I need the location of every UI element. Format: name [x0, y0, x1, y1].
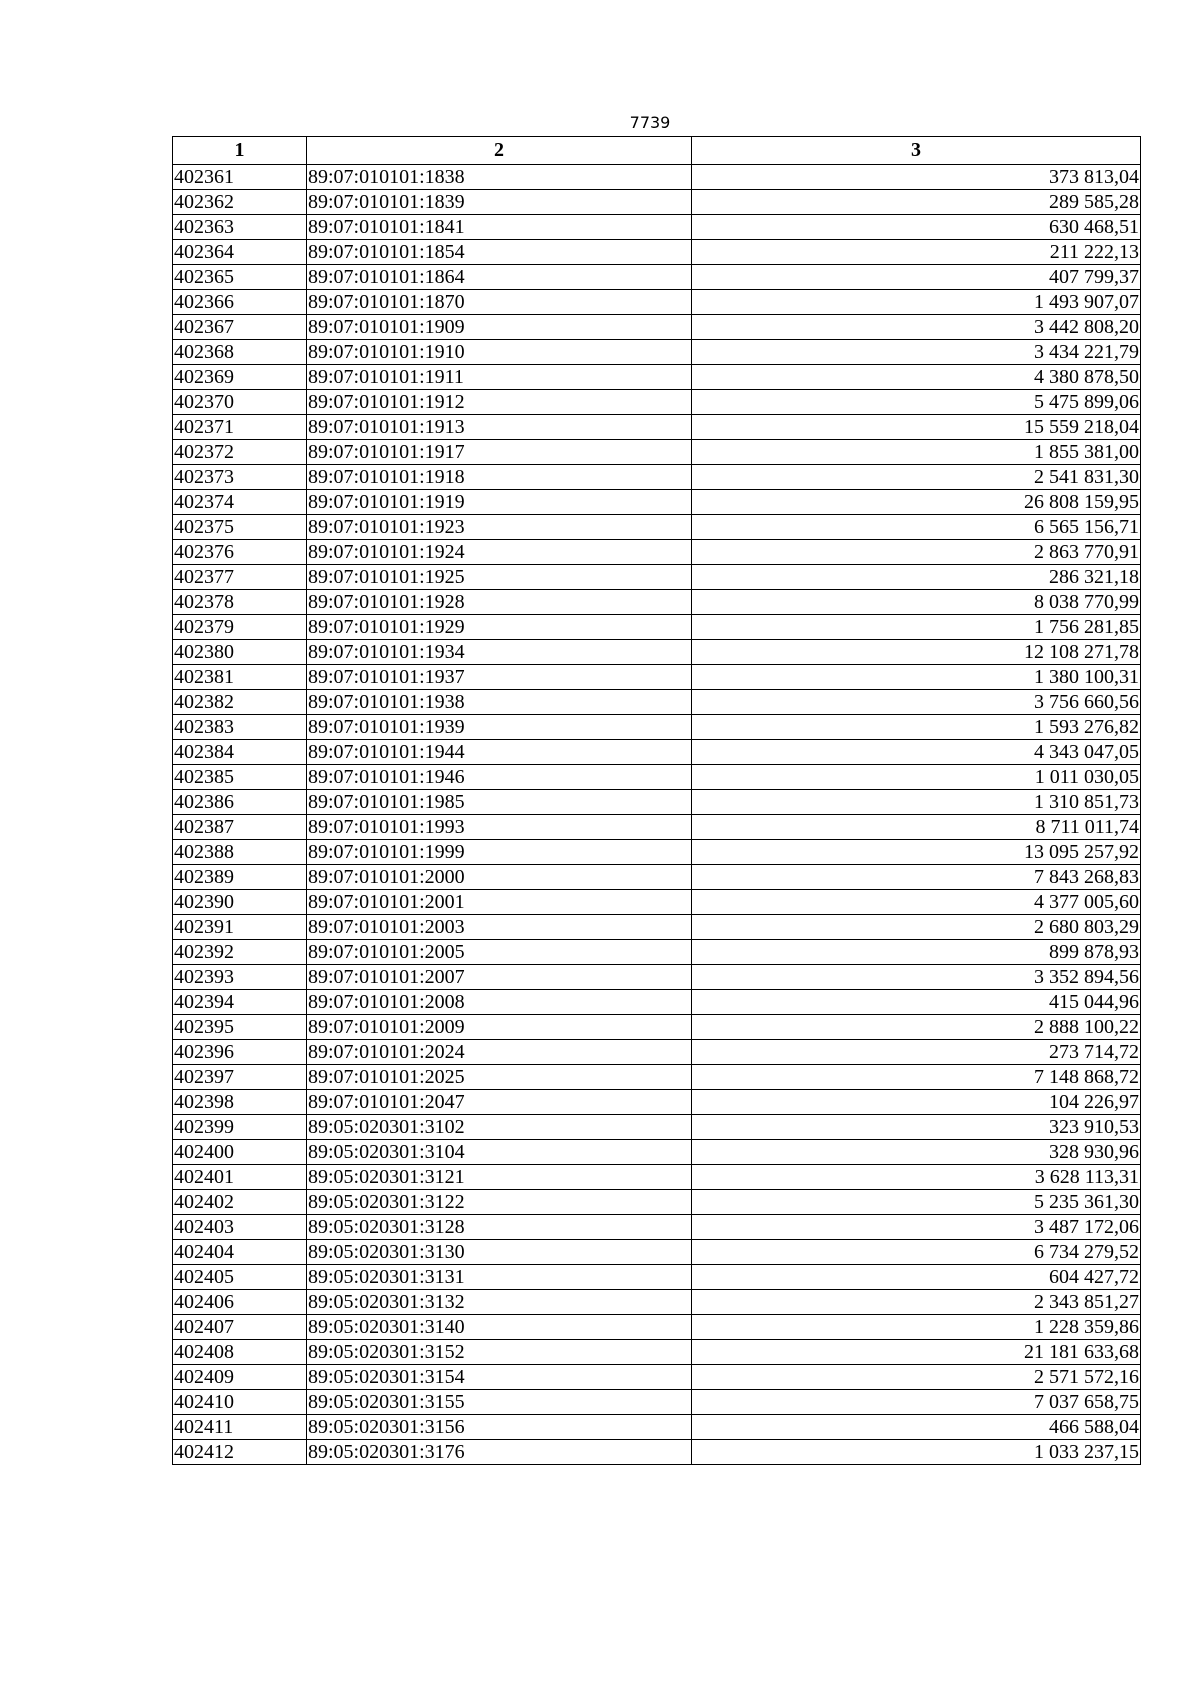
- table-row: [173, 1365, 1141, 1390]
- cadastral-number-cell: 89:07:010101:1838: [307, 165, 692, 190]
- row-number-cell: 402385: [173, 765, 307, 790]
- cadastral-number-cell: 89:07:010101:2024: [307, 1040, 692, 1065]
- value-cell: 1 033 237,15: [692, 1440, 1141, 1465]
- cadastral-number-cell: 89:05:020301:3140: [307, 1315, 692, 1340]
- cadastral-number-cell: 89:07:010101:1839: [307, 190, 692, 215]
- table-row: [173, 365, 1141, 390]
- table-row: [173, 1040, 1141, 1065]
- table-row: [173, 1315, 1141, 1340]
- table-row: [173, 865, 1141, 890]
- row-number-cell: 402379: [173, 615, 307, 640]
- table-row: [173, 265, 1141, 290]
- value-cell: 3 487 172,06: [692, 1215, 1141, 1240]
- cadastral-number-cell: 89:07:010101:1864: [307, 265, 692, 290]
- value-cell: 15 559 218,04: [692, 415, 1141, 440]
- row-number-cell: 402398: [173, 1090, 307, 1115]
- row-number-cell: 402391: [173, 915, 307, 940]
- value-cell: 2 541 831,30: [692, 465, 1141, 490]
- row-number-cell: 402397: [173, 1065, 307, 1090]
- table-row: [173, 1340, 1141, 1365]
- value-cell: 466 588,04: [692, 1415, 1141, 1440]
- data-table: [172, 136, 1141, 1465]
- table-row: [173, 940, 1141, 965]
- value-cell: 4 377 005,60: [692, 890, 1141, 915]
- row-number-cell: 402369: [173, 365, 307, 390]
- row-number-cell: 402412: [173, 1440, 307, 1465]
- value-cell: 1 228 359,86: [692, 1315, 1141, 1340]
- cadastral-number-cell: 89:05:020301:3122: [307, 1190, 692, 1215]
- row-number-cell: 402394: [173, 990, 307, 1015]
- cadastral-number-cell: 89:07:010101:1939: [307, 715, 692, 740]
- row-number-cell: 402371: [173, 415, 307, 440]
- cadastral-number-cell: 89:05:020301:3104: [307, 1140, 692, 1165]
- value-cell: 12 108 271,78: [692, 640, 1141, 665]
- row-number-cell: 402410: [173, 1390, 307, 1415]
- table-row: [173, 1415, 1141, 1440]
- cadastral-number-cell: 89:07:010101:1911: [307, 365, 692, 390]
- table-row: [173, 990, 1141, 1015]
- table-row: [173, 1090, 1141, 1115]
- row-number-cell: 402375: [173, 515, 307, 540]
- value-cell: 5 475 899,06: [692, 390, 1141, 415]
- table-row: [173, 490, 1141, 515]
- cadastral-number-cell: 89:07:010101:1924: [307, 540, 692, 565]
- table-row: [173, 1115, 1141, 1140]
- table-row: [173, 1265, 1141, 1290]
- value-cell: 211 222,13: [692, 240, 1141, 265]
- row-number-cell: 402361: [173, 165, 307, 190]
- value-cell: 373 813,04: [692, 165, 1141, 190]
- page-number: 7739: [629, 113, 671, 132]
- row-number-cell: 402408: [173, 1340, 307, 1365]
- cadastral-number-cell: 89:07:010101:1944: [307, 740, 692, 765]
- table-row: [173, 540, 1141, 565]
- column-header-1: 1: [173, 137, 307, 165]
- table-row: [173, 1165, 1141, 1190]
- row-number-cell: 402405: [173, 1265, 307, 1290]
- row-number-cell: 402392: [173, 940, 307, 965]
- cadastral-number-cell: 89:07:010101:2003: [307, 915, 692, 940]
- value-cell: 7 843 268,83: [692, 865, 1141, 890]
- table-row: [173, 340, 1141, 365]
- row-number-cell: 402373: [173, 465, 307, 490]
- row-number-cell: 402370: [173, 390, 307, 415]
- cadastral-number-cell: 89:07:010101:1929: [307, 615, 692, 640]
- value-cell: 1 493 907,07: [692, 290, 1141, 315]
- row-number-cell: 402378: [173, 590, 307, 615]
- row-number-cell: 402380: [173, 640, 307, 665]
- table-row: [173, 415, 1141, 440]
- value-cell: 13 095 257,92: [692, 840, 1141, 865]
- cadastral-number-cell: 89:07:010101:2047: [307, 1090, 692, 1115]
- table-row: [173, 1290, 1141, 1315]
- cadastral-number-cell: 89:07:010101:1993: [307, 815, 692, 840]
- cadastral-number-cell: 89:07:010101:1937: [307, 665, 692, 690]
- row-number-cell: 402396: [173, 1040, 307, 1065]
- table-row: [173, 615, 1141, 640]
- table-row: [173, 965, 1141, 990]
- row-number-cell: 402381: [173, 665, 307, 690]
- cadastral-number-cell: 89:05:020301:3154: [307, 1365, 692, 1390]
- value-cell: 104 226,97: [692, 1090, 1141, 1115]
- table-row: [173, 915, 1141, 940]
- cadastral-number-cell: 89:07:010101:1913: [307, 415, 692, 440]
- value-cell: 328 930,96: [692, 1140, 1141, 1165]
- table-row: [173, 815, 1141, 840]
- value-cell: 273 714,72: [692, 1040, 1141, 1065]
- value-cell: 3 756 660,56: [692, 690, 1141, 715]
- value-cell: 323 910,53: [692, 1115, 1141, 1140]
- value-cell: 1 380 100,31: [692, 665, 1141, 690]
- value-cell: 2 863 770,91: [692, 540, 1141, 565]
- value-cell: 289 585,28: [692, 190, 1141, 215]
- cadastral-number-cell: 89:05:020301:3156: [307, 1415, 692, 1440]
- cadastral-number-cell: 89:05:020301:3152: [307, 1340, 692, 1365]
- table-row: [173, 1440, 1141, 1465]
- table-row: [173, 590, 1141, 615]
- cadastral-number-cell: 89:07:010101:2005: [307, 940, 692, 965]
- table-row: [173, 1140, 1141, 1165]
- row-number-cell: 402400: [173, 1140, 307, 1165]
- cadastral-number-cell: 89:05:020301:3155: [307, 1390, 692, 1415]
- cadastral-number-cell: 89:05:020301:3102: [307, 1115, 692, 1140]
- value-cell: 2 888 100,22: [692, 1015, 1141, 1040]
- row-number-cell: 402368: [173, 340, 307, 365]
- cadastral-number-cell: 89:07:010101:2000: [307, 865, 692, 890]
- value-cell: 4 343 047,05: [692, 740, 1141, 765]
- value-cell: 1 011 030,05: [692, 765, 1141, 790]
- table-row: [173, 440, 1141, 465]
- cadastral-number-cell: 89:05:020301:3131: [307, 1265, 692, 1290]
- row-number-cell: 402387: [173, 815, 307, 840]
- cadastral-number-cell: 89:07:010101:1917: [307, 440, 692, 465]
- value-cell: 7 037 658,75: [692, 1390, 1141, 1415]
- table-header-row: [173, 137, 1141, 165]
- value-cell: 5 235 361,30: [692, 1190, 1141, 1215]
- value-cell: 407 799,37: [692, 265, 1141, 290]
- table-row: [173, 1390, 1141, 1415]
- table-row: [173, 565, 1141, 590]
- value-cell: 3 442 808,20: [692, 315, 1141, 340]
- cadastral-number-cell: 89:07:010101:1985: [307, 790, 692, 815]
- cadastral-number-cell: 89:07:010101:1928: [307, 590, 692, 615]
- row-number-cell: 402374: [173, 490, 307, 515]
- value-cell: 1 756 281,85: [692, 615, 1141, 640]
- value-cell: 3 434 221,79: [692, 340, 1141, 365]
- row-number-cell: 402402: [173, 1190, 307, 1215]
- value-cell: 6 734 279,52: [692, 1240, 1141, 1265]
- row-number-cell: 402376: [173, 540, 307, 565]
- table-row: [173, 465, 1141, 490]
- cadastral-number-cell: 89:07:010101:1934: [307, 640, 692, 665]
- row-number-cell: 402372: [173, 440, 307, 465]
- value-cell: 7 148 868,72: [692, 1065, 1141, 1090]
- cadastral-number-cell: 89:07:010101:1999: [307, 840, 692, 865]
- row-number-cell: 402393: [173, 965, 307, 990]
- table-row: [173, 1015, 1141, 1040]
- row-number-cell: 402384: [173, 740, 307, 765]
- value-cell: 4 380 878,50: [692, 365, 1141, 390]
- cadastral-number-cell: 89:07:010101:1918: [307, 465, 692, 490]
- table-row: [173, 1240, 1141, 1265]
- row-number-cell: 402403: [173, 1215, 307, 1240]
- value-cell: 2 343 851,27: [692, 1290, 1141, 1315]
- cadastral-number-cell: 89:07:010101:1919: [307, 490, 692, 515]
- cadastral-number-cell: 89:07:010101:1910: [307, 340, 692, 365]
- cadastral-number-cell: 89:07:010101:1925: [307, 565, 692, 590]
- value-cell: 26 808 159,95: [692, 490, 1141, 515]
- cadastral-number-cell: 89:07:010101:1854: [307, 240, 692, 265]
- row-number-cell: 402390: [173, 890, 307, 915]
- value-cell: 1 593 276,82: [692, 715, 1141, 740]
- row-number-cell: 402389: [173, 865, 307, 890]
- cadastral-number-cell: 89:07:010101:2001: [307, 890, 692, 915]
- row-number-cell: 402362: [173, 190, 307, 215]
- table-row: [173, 890, 1141, 915]
- table-row: [173, 390, 1141, 415]
- value-cell: 2 680 803,29: [692, 915, 1141, 940]
- table-row: [173, 165, 1141, 190]
- cadastral-number-cell: 89:07:010101:1909: [307, 315, 692, 340]
- row-number-cell: 402407: [173, 1315, 307, 1340]
- column-header-2: 2: [307, 137, 692, 165]
- value-cell: 21 181 633,68: [692, 1340, 1141, 1365]
- cadastral-number-cell: 89:07:010101:1938: [307, 690, 692, 715]
- table-row: [173, 765, 1141, 790]
- cadastral-number-cell: 89:07:010101:2008: [307, 990, 692, 1015]
- table-row: [173, 1215, 1141, 1240]
- row-number-cell: 402395: [173, 1015, 307, 1040]
- cadastral-number-cell: 89:05:020301:3128: [307, 1215, 692, 1240]
- table-row: [173, 315, 1141, 340]
- value-cell: 8 038 770,99: [692, 590, 1141, 615]
- value-cell: 604 427,72: [692, 1265, 1141, 1290]
- table-row: [173, 740, 1141, 765]
- row-number-cell: 402411: [173, 1415, 307, 1440]
- row-number-cell: 402406: [173, 1290, 307, 1315]
- value-cell: 899 878,93: [692, 940, 1141, 965]
- value-cell: 3 628 113,31: [692, 1165, 1141, 1190]
- table-row: [173, 515, 1141, 540]
- table-row: [173, 790, 1141, 815]
- cadastral-number-cell: 89:07:010101:1841: [307, 215, 692, 240]
- row-number-cell: 402383: [173, 715, 307, 740]
- row-number-cell: 402367: [173, 315, 307, 340]
- cadastral-number-cell: 89:07:010101:1912: [307, 390, 692, 415]
- cadastral-number-cell: 89:07:010101:2007: [307, 965, 692, 990]
- table-row: [173, 665, 1141, 690]
- row-number-cell: 402365: [173, 265, 307, 290]
- cadastral-number-cell: 89:07:010101:1923: [307, 515, 692, 540]
- row-number-cell: 402363: [173, 215, 307, 240]
- cadastral-number-cell: 89:05:020301:3132: [307, 1290, 692, 1315]
- row-number-cell: 402401: [173, 1165, 307, 1190]
- row-number-cell: 402386: [173, 790, 307, 815]
- cadastral-number-cell: 89:07:010101:1870: [307, 290, 692, 315]
- table-row: [173, 1065, 1141, 1090]
- table-row: [173, 190, 1141, 215]
- table-body: [173, 165, 1141, 1465]
- table-row: [173, 290, 1141, 315]
- value-cell: 3 352 894,56: [692, 965, 1141, 990]
- cadastral-number-cell: 89:07:010101:2025: [307, 1065, 692, 1090]
- table-row: [173, 215, 1141, 240]
- cadastral-number-cell: 89:05:020301:3176: [307, 1440, 692, 1465]
- value-cell: 8 711 011,74: [692, 815, 1141, 840]
- table-row: [173, 640, 1141, 665]
- table-row: [173, 715, 1141, 740]
- row-number-cell: 402377: [173, 565, 307, 590]
- value-cell: 6 565 156,71: [692, 515, 1141, 540]
- value-cell: 2 571 572,16: [692, 1365, 1141, 1390]
- table-row: [173, 690, 1141, 715]
- column-header-3: 3: [692, 137, 1141, 165]
- cadastral-number-cell: 89:05:020301:3121: [307, 1165, 692, 1190]
- row-number-cell: 402388: [173, 840, 307, 865]
- value-cell: 286 321,18: [692, 565, 1141, 590]
- row-number-cell: 402409: [173, 1365, 307, 1390]
- row-number-cell: 402399: [173, 1115, 307, 1140]
- value-cell: 1 855 381,00: [692, 440, 1141, 465]
- value-cell: 630 468,51: [692, 215, 1141, 240]
- table-row: [173, 240, 1141, 265]
- table-row: [173, 1190, 1141, 1215]
- row-number-cell: 402366: [173, 290, 307, 315]
- cadastral-number-cell: 89:07:010101:1946: [307, 765, 692, 790]
- row-number-cell: 402382: [173, 690, 307, 715]
- cadastral-number-cell: 89:07:010101:2009: [307, 1015, 692, 1040]
- value-cell: 415 044,96: [692, 990, 1141, 1015]
- table-row: [173, 840, 1141, 865]
- value-cell: 1 310 851,73: [692, 790, 1141, 815]
- row-number-cell: 402364: [173, 240, 307, 265]
- cadastral-number-cell: 89:05:020301:3130: [307, 1240, 692, 1265]
- row-number-cell: 402404: [173, 1240, 307, 1265]
